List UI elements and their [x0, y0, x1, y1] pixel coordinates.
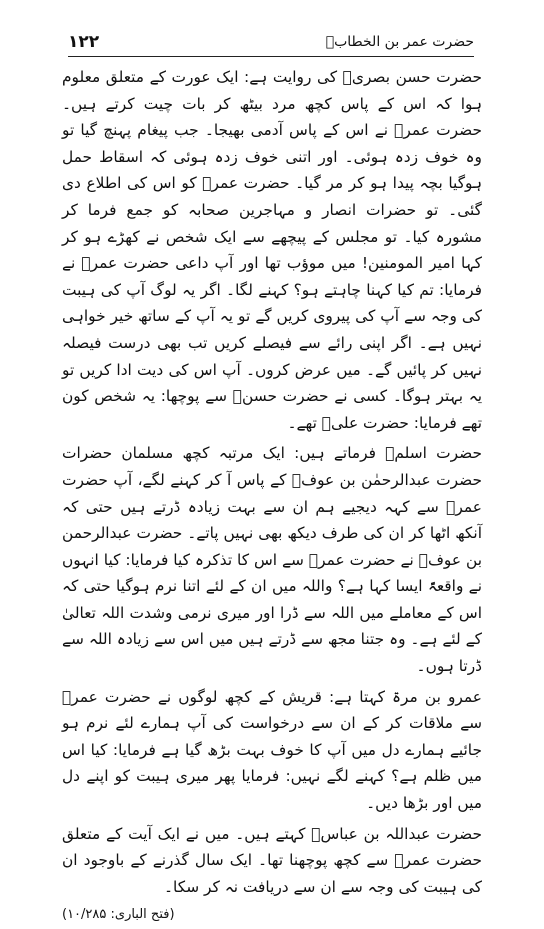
paragraph-ibn-abbas-text: حضرت عبداللہ بن عباسؓ کہتے ہیں۔ میں نے ایک آیت کے متعلق حضرت عمرؓ سے کچھ پوچھنا تھا۔ ایک سال گذرنے کے باوجود ان کی ہیبت کی وجہ سے ان سے دریافت نہ کر سکا۔	[62, 824, 482, 896]
page-number: ۱۲۲	[68, 32, 100, 52]
paragraph-hasan-basri: حضرت حسن بصریؒ کی روایت ہے: ایک عورت کے متعلق معلوم ہوا کہ اس کے پاس کچھ مرد بیٹھ کر بات چیت کرتے ہیں۔ حضرت عمرؓ نے اس کے پاس آدمی بھیجا۔ جب پیغام پہنچ گیا تو وہ خوف زدہ ہوئی۔ اور اتنی خوف زدہ ہوئی کہ اسقاط حمل ہوگیا بچہ پیدا ہو کر مر گیا۔ حضرت عمرؓ کو اس کی اطلاع دی گئی۔ تو حضرات انصار و مہاجرین صحابہ کو جمع فرما کر مشورہ کیا۔ تو مجلس کے پیچھے سے ایک شخص نے کھڑے ہو کر کہا امیر المومنین! میں موؤب تھا اور آپ داعی حضرت عمرؓ نے فرمایا: تم کیا کہنا چاہتے ہو؟ کہنے لگا۔ اگر یہ لوگ آپ کی ہیبت کی وجہ سے آپ کی پیروی کریں گے تو یہ آپ کے ساتھ خیر خواہی نہیں ہے۔ اگر اپنی رائے سے فیصلے کریں تب بھی درست فیصلہ نہیں کر پائیں گے۔ میں عرض کروں۔ آپ اس کی دیت ادا کریں تو یہ بہتر ہوگا۔ کسی نے حضرت حسنؒ سے پوچھا: یہ شخص کون تھے فرمایا: حضرت علیؓ تھے۔	[62, 68, 482, 432]
page-header	[68, 32, 474, 57]
running-title: حضرت عمر بن الخطابؓ	[325, 34, 474, 50]
body-text	[62, 64, 482, 923]
paragraph-amr-bin-murrah: عمرو بن مرۃ کہتا ہے: قریش کے کچھ لوگوں نے حضرت عمرؓ سے ملاقات کر کے ان سے درخواست کی آپ ہمارے لئے نرم ہو جائیے ہمارے دل میں آپ کا خوف بہت بڑھ گیا ہے فرمایا: کیا اس میں ظلم ہے؟ کہنے لگے نہیں: فرمایا پھر میری ہیبت کو اپنے دل میں اور بڑھا دیں۔	[62, 687, 482, 813]
source-reference: (فتح الباری: ۱۰/۲۸۵)	[62, 907, 175, 923]
paragraph-ibn-abbas	[62, 821, 482, 929]
paragraph-aslam: حضرت اسلمؒ فرماتے ہیں: ایک مرتبہ کچھ مسلمان حضرات حضرت عبدالرحمٰن بن عوفؓ کے پاس آ کر کہنے لگے، آپ حضرت عمرؓ سے کہہ دیجیے ہم ان سے بہت زیادہ ڈرتے ہیں حتی کہ آنکھ اٹھا کر ان کی طرف دیکھ بھی نہیں پاتے۔ حضرت عبدالرحمن بن عوفؓ نے حضرت عمرؓ سے اس کا تذکرہ کیا فرمایا: کیا انہوں نے واقعۃً ایسا کہا ہے؟ واللہ میں ان کے لئے اتنا نرم ہوگیا حتی کہ اس کے معاملے میں اللہ سے ڈرا اور میری نرمی وشدت اللہ تعالیٰ کے لئے ہے۔ وہ جتنا مجھ سے ڈرتے ہیں میں اس سے زیادہ اللہ سے ڈرتا ہوں۔	[62, 444, 482, 676]
